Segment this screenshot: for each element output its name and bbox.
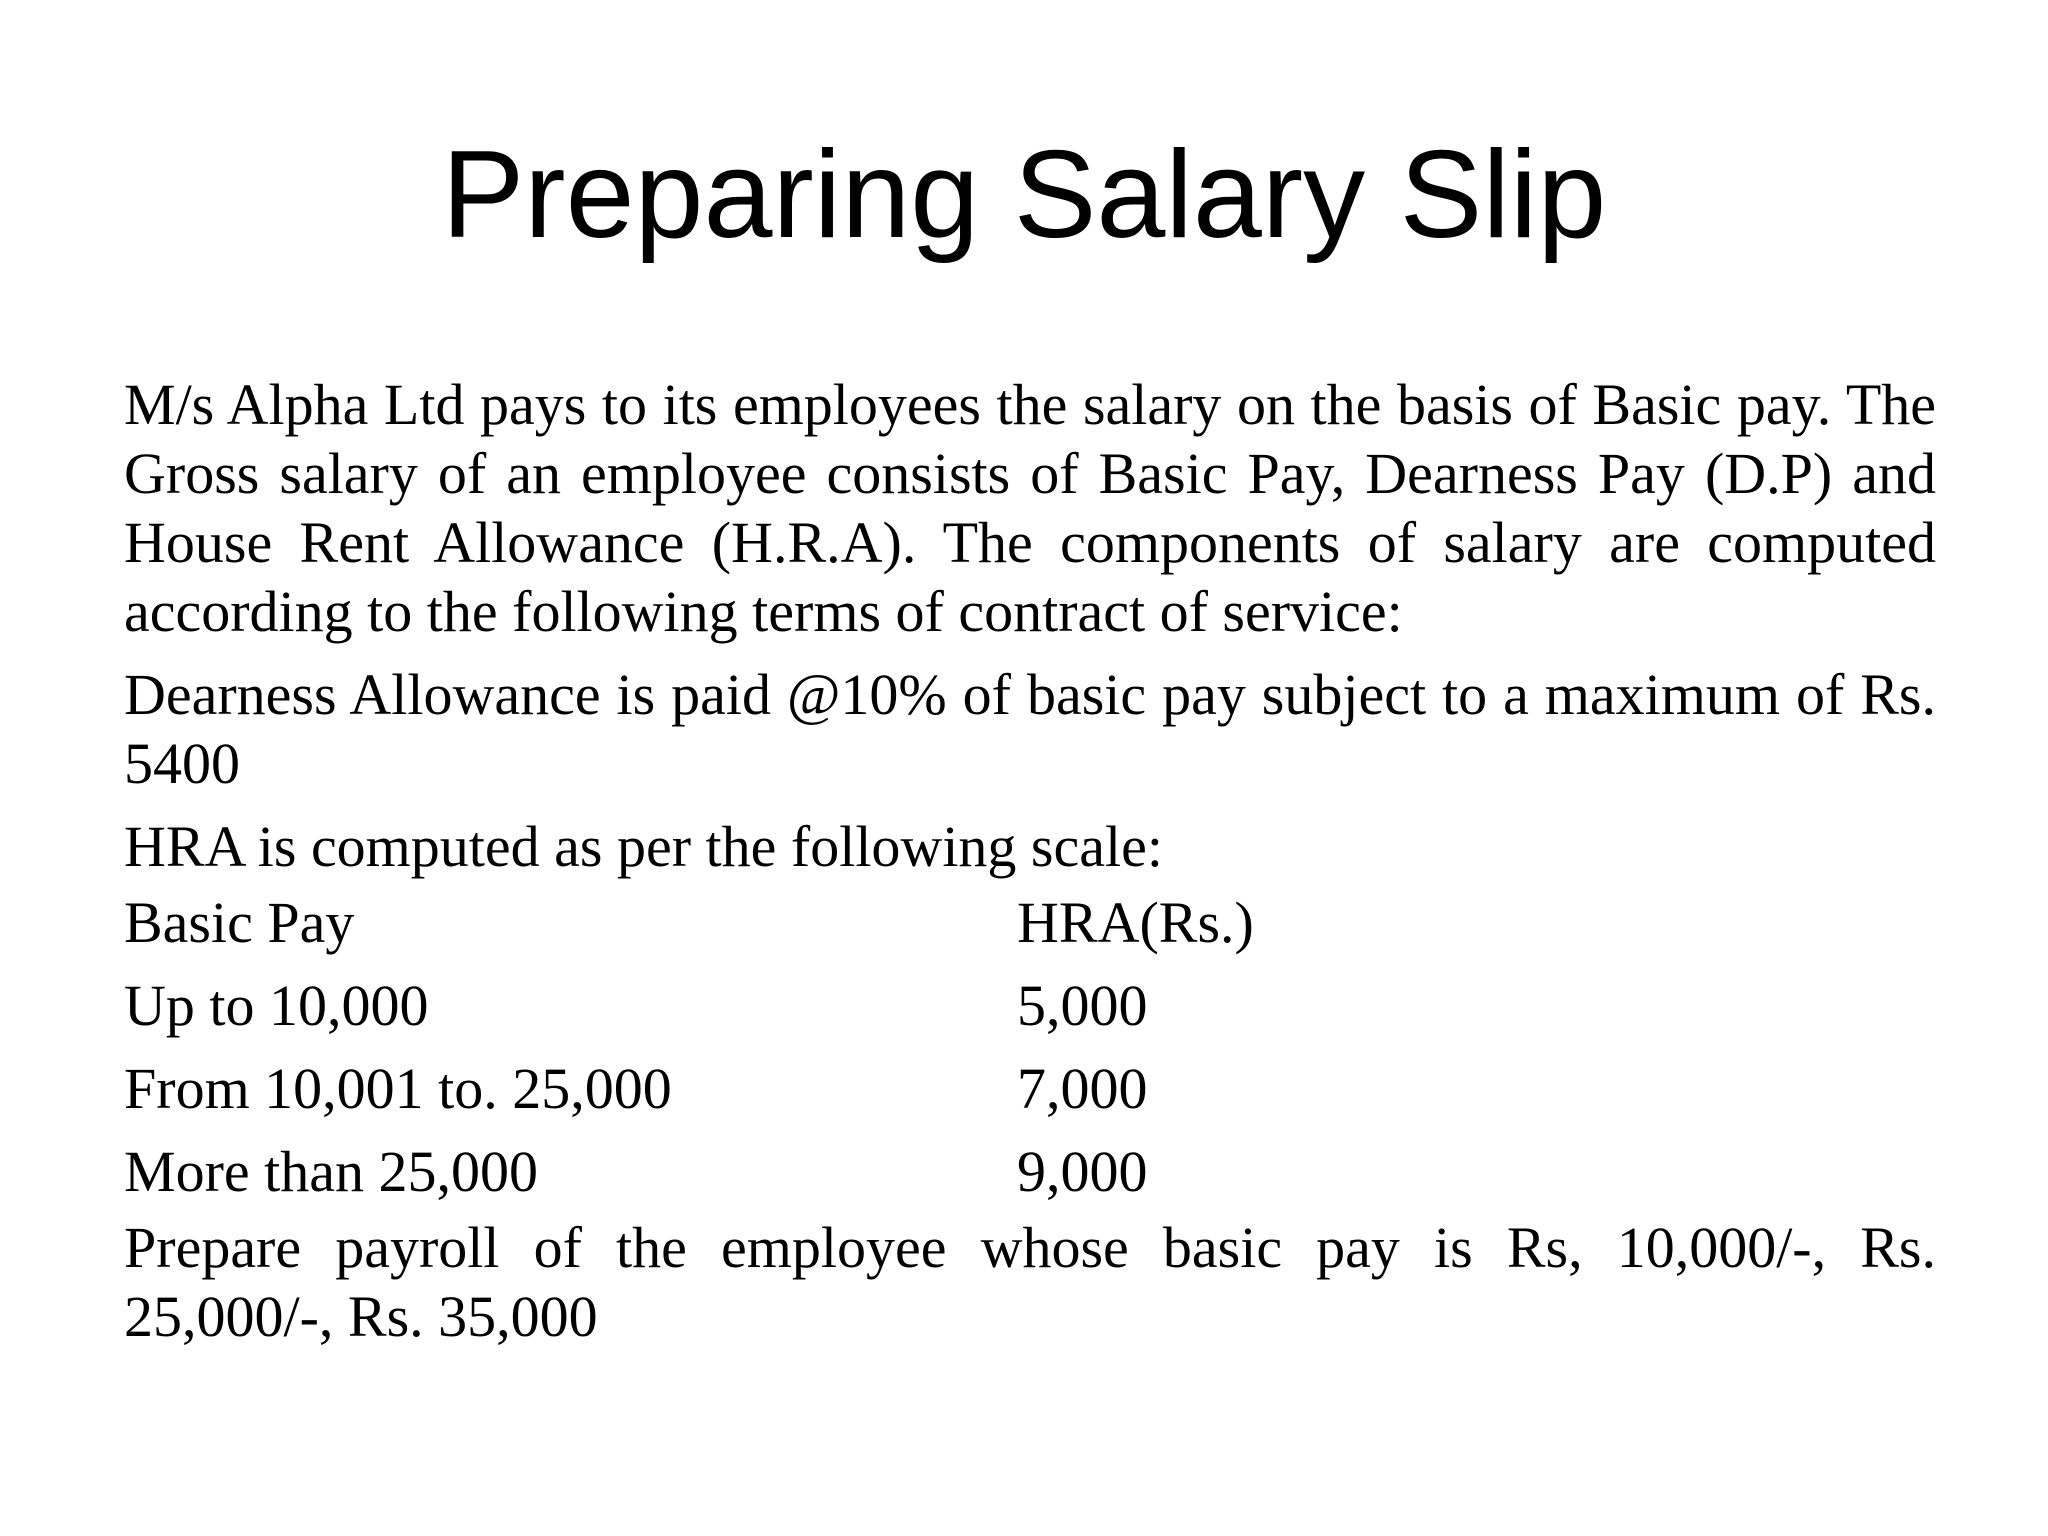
slide-title: Preparing Salary Slip	[441, 126, 1607, 264]
hra-intro-paragraph: HRA is computed as per the following scale:	[124, 814, 1163, 879]
table-row	[124, 1130, 1936, 1213]
row-hra: 9,000	[1017, 1139, 1148, 1204]
da-rule-paragraph: Dearness Allowance is paid @10% of basic pay subject to a maximum of Rs. 5400	[124, 662, 1936, 796]
row-basic-pay: More than 25,000	[124, 1139, 538, 1204]
row-basic-pay: Up to 10,000	[124, 973, 429, 1038]
row-basic-pay: From 10,001 to. 25,000	[124, 1056, 672, 1121]
task-paragraph: Prepare payroll of the employee whose basic pay is Rs, 10,000/-, Rs. 25,000/-, Rs. 35,000	[124, 1215, 1936, 1349]
row-hra: 7,000	[1017, 1056, 1148, 1121]
intro-paragraph: M/s Alpha Ltd pays to its employees the salary on the basis of Basic pay. The Gross salary of an employee consists of Basic Pay, Dearness Pay (D.P) and House Rent Allowance (H.R.A). The components of salary are computed according to the following terms of contract of service:	[124, 372, 1936, 644]
row-hra: 5,000	[1017, 973, 1148, 1038]
table-row	[124, 1047, 1936, 1130]
hra-table-header	[124, 881, 1936, 964]
header-basic-pay: Basic Pay	[124, 890, 355, 955]
header-hra: HRA(Rs.)	[1017, 890, 1254, 955]
hra-scale-table	[124, 881, 1936, 1213]
table-row	[124, 964, 1936, 1047]
slide-body	[124, 370, 1936, 1409]
